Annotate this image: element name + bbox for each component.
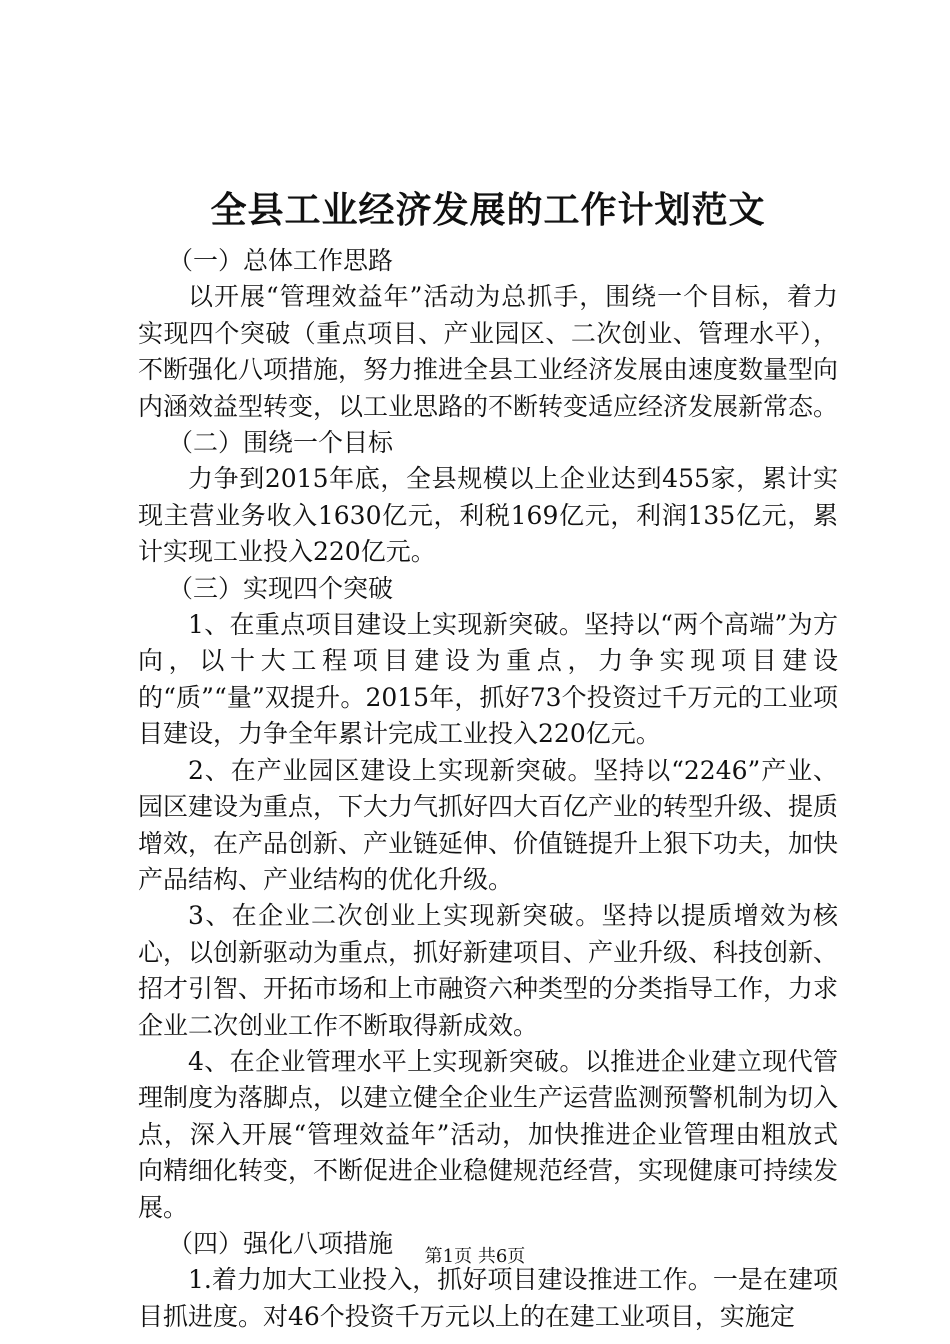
- paragraph-7: 1.着力加大工业投入，抓好项目建设推进工作。一是在建项目抓进度。对46个投资千万元以上的在建工业项目，实施定: [138, 1265, 838, 1331]
- section-heading-2: （二）围绕一个目标: [168, 428, 394, 458]
- paragraph-6: 4、在企业管理水平上实现新突破。以推进企业建立现代管理制度为落脚点，以建立健全企业生产运营监测预警机制为切入点，深入开展“管理效益年”活动，加快推进企业管理由粗放式向精细化转变，不断促进企业稳健规范经营，实现健康可持续发展。: [138, 1046, 839, 1222]
- section-heading-3: （三）实现四个突破: [168, 573, 394, 603]
- paragraph-4: 2、在产业园区建设上实现新突破。坚持以“2246”产业、园区建设为重点，下大力气抓好四大百亿产业的转型升级、提质增效，在产品创新、产业链延伸、价值链提升上狠下功夫，加快产品结构、产业结构的优化升级。: [138, 755, 839, 894]
- paragraph-3: 1、在重点项目建设上实现新突破。坚持以“两个高端”为方向，以十大工程项目建设为重点，力争实现项目建设的“质”“量”双提升。2015年，抓好73个投资过千万元的工业项目建设，力争全年累计完成工业投入220亿元。: [138, 610, 838, 749]
- section-heading-4: （四）强化八项措施: [168, 1228, 394, 1258]
- document-page: [138, 182, 838, 1335]
- paragraph-5: 3、在企业二次创业上实现新突破。坚持以提质增效为核心，以创新驱动为重点，抓好新建项目、产业升级、科技创新、招才引智、开拓市场和上市融资六种类型的分类指导工作，力求企业二次创业工作不断取得新成效。: [138, 901, 839, 1040]
- paragraph-1: 以开展“管理效益年”活动为总抓手，围绕一个目标，着力实现四个突破（重点项目、产业园区、二次创业、管理水平），不断强化八项措施，努力推进全县工业经济发展由速度数量型向内涵效益型转变，以工业思路的不断转变适应经济发展新常态。: [138, 282, 839, 421]
- document-title: 全县工业经济发展的工作计划范文: [210, 190, 766, 231]
- section-heading-1: （一）总体工作思路: [168, 246, 394, 275]
- paragraph-2: 力争到2015年底，全县规模以上企业达到455家，累计实现主营业务收入1630亿元，利税169亿元，利润135亿元，累计实现工业投入220亿元。: [138, 464, 838, 567]
- page-footer: 第1页 共6页: [424, 1246, 526, 1267]
